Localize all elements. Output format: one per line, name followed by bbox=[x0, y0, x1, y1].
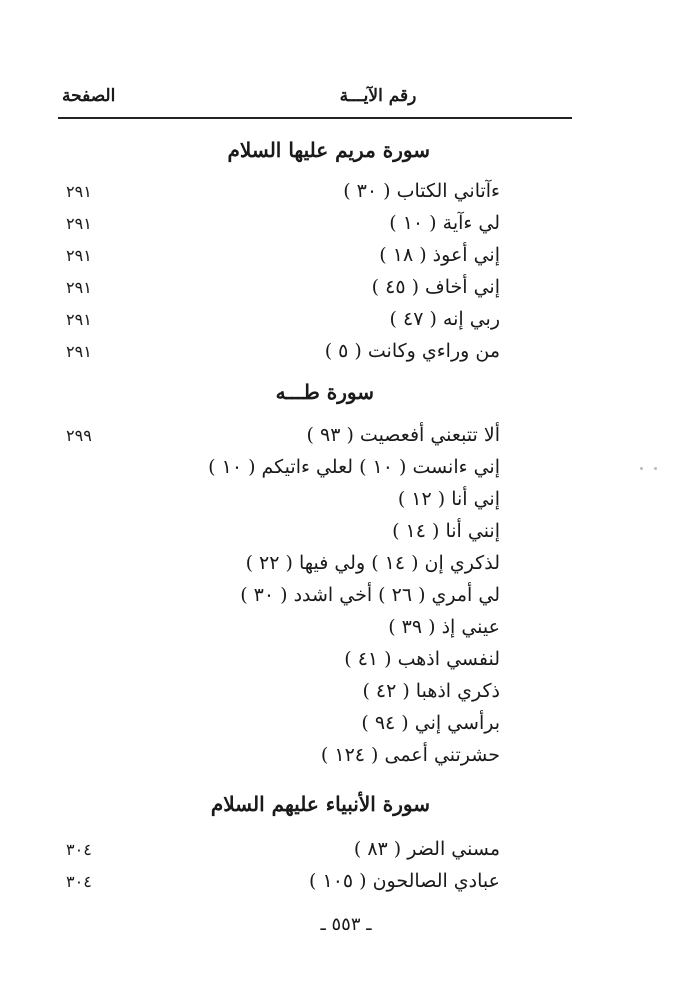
index-entry: ذكري اذهبا ( ٤٢ ) bbox=[362, 680, 500, 702]
page-folio-number: ـ ٥٥٣ ـ bbox=[320, 914, 372, 935]
index-entry: من وراءي وكانت ( ٥ ) bbox=[324, 340, 500, 362]
scan-speck bbox=[640, 467, 643, 470]
page-number: ٣٠٤ bbox=[66, 872, 92, 891]
header-ayah-number-label: رقم الآيـــة bbox=[339, 86, 417, 106]
index-entry: عيني إذ ( ٣٩ ) bbox=[388, 616, 500, 638]
surah-title-maryam: سورة مريم عليها السلام bbox=[227, 138, 430, 162]
index-entry: لذكري إن ( ١٤ ) ولي فيها ( ٢٢ ) bbox=[245, 552, 500, 574]
page-number: ٢٩١ bbox=[66, 182, 92, 201]
index-entry: مسني الضر ( ٨٣ ) bbox=[353, 838, 500, 860]
index-entry: ءآتاني الكتاب ( ٣٠ ) bbox=[343, 180, 500, 202]
page-number: ٣٠٤ bbox=[66, 840, 92, 859]
header-rule bbox=[58, 117, 572, 119]
surah-title-anbiya: سورة الأنبياء عليهم السلام bbox=[210, 792, 430, 816]
page-number: ٢٩١ bbox=[66, 246, 92, 265]
index-entry: إني أخاف ( ٤٥ ) bbox=[371, 276, 500, 298]
page-number: ٢٩١ bbox=[66, 310, 92, 329]
surah-title-taha: سورة طـــه bbox=[275, 380, 374, 404]
index-entry: إني أعوذ ( ١٨ ) bbox=[379, 244, 500, 266]
index-entry: لي أمري ( ٢٦ ) أخي اشدد ( ٣٠ ) bbox=[240, 584, 500, 606]
index-entry: حشرتني أعمى ( ١٢٤ ) bbox=[320, 744, 500, 766]
index-entry: إنني أنا ( ١٤ ) bbox=[392, 520, 500, 542]
index-entry: برأسي إني ( ٩٤ ) bbox=[361, 712, 500, 734]
scan-speck bbox=[654, 467, 657, 470]
index-entry: إني أنا ( ١٢ ) bbox=[397, 488, 500, 510]
page-number: ٢٩١ bbox=[66, 342, 92, 361]
page-number: ٢٩١ bbox=[66, 278, 92, 297]
page-number: ٢٩٩ bbox=[66, 426, 92, 445]
index-entry: إني ءانست ( ١٠ ) لعلي ءاتيكم ( ١٠ ) bbox=[208, 456, 500, 478]
index-entry: ربي إنه ( ٤٧ ) bbox=[389, 308, 500, 330]
page-number: ٢٩١ bbox=[66, 214, 92, 233]
index-entry: لنفسي اذهب ( ٤١ ) bbox=[344, 648, 500, 670]
index-entry: ألا تتبعني أفعصيت ( ٩٣ ) bbox=[306, 424, 500, 446]
index-entry: لي ءآية ( ١٠ ) bbox=[389, 212, 500, 234]
header-page-label: الصفحة bbox=[62, 86, 116, 106]
index-entry: عبادي الصالحون ( ١٠٥ ) bbox=[309, 870, 500, 892]
